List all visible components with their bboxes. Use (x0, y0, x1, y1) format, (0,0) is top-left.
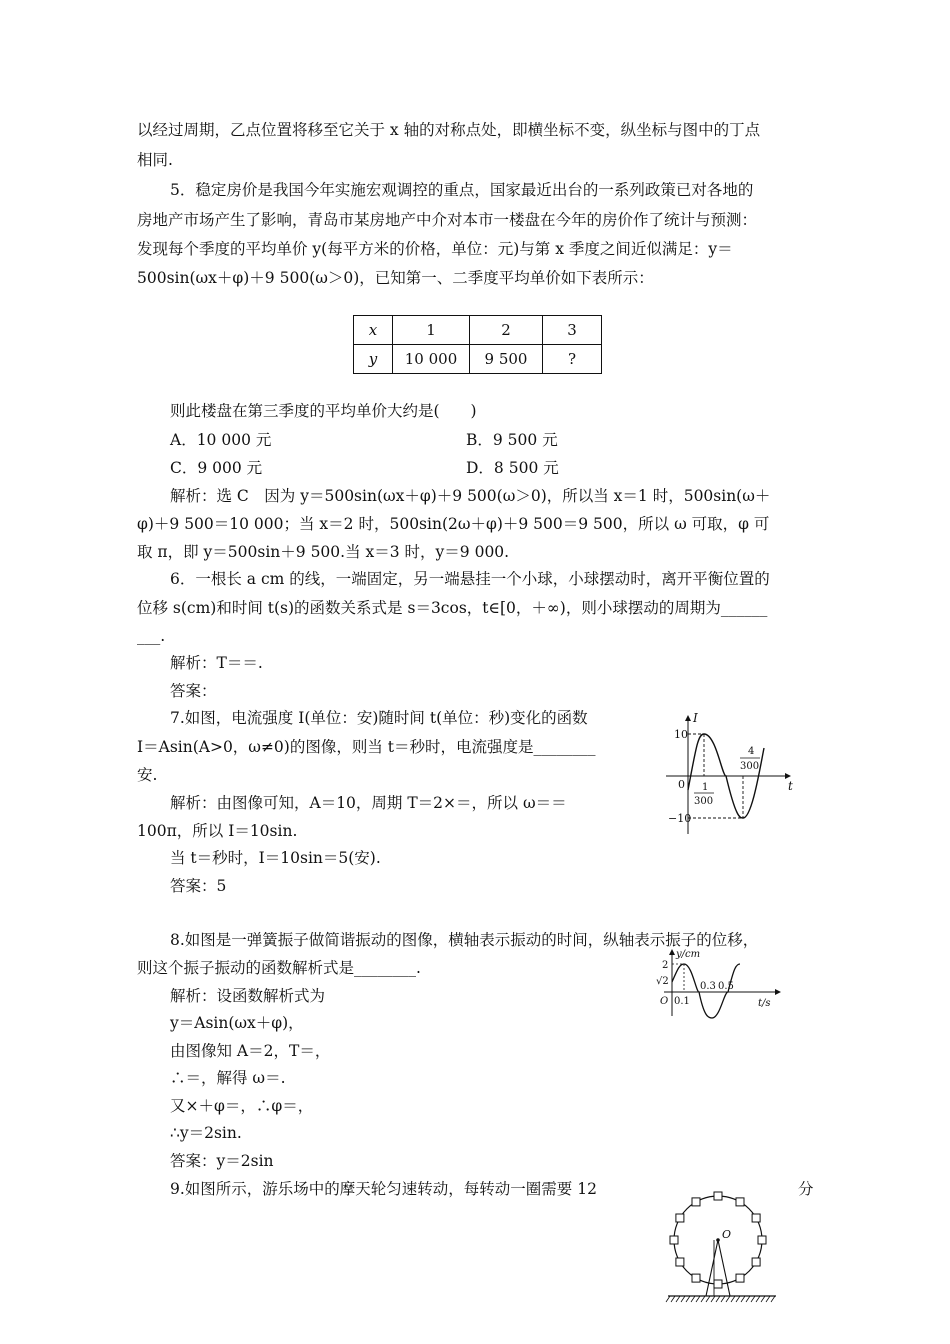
text-line: 相同. (137, 151, 173, 169)
cabin (692, 1198, 700, 1206)
text-line: 发现每个季度的平均单价 y(每平方米的价格，单位：元)与第 x 季度之间近似满足：y＝ (137, 240, 733, 258)
current-graph-figure (660, 708, 800, 840)
text-line: 取 π，即 y＝500sin＋9 500.当 x＝3 时，y＝9 000. (137, 543, 510, 561)
text-line: 分 (798, 1180, 814, 1198)
hatch-line (676, 1296, 680, 1302)
cabin (736, 1274, 744, 1282)
answer-6: 答案： (170, 682, 217, 700)
text-line: 安. (137, 766, 158, 784)
y-axis-label: I (693, 711, 698, 725)
cabin (676, 1258, 684, 1266)
ground-hatch (666, 1296, 775, 1302)
tick-label: 0.3 (700, 981, 716, 992)
hatch-line (771, 1296, 775, 1302)
hatch-line (706, 1296, 710, 1302)
hatch-line (701, 1296, 705, 1302)
tick-label-denominator: 300 (694, 796, 714, 807)
solution-8: 解析：设函数解析式为 (170, 987, 326, 1005)
answer-7: 答案：5 (170, 877, 227, 895)
text-line: 房地产市场产生了影响，青岛市某房地产中介对本市一楼盘在今年的房价作了统计与预测： (137, 211, 758, 229)
cabin (752, 1258, 760, 1266)
hatch-line (761, 1296, 765, 1302)
text-line: 100π，所以 I＝10sin. (137, 822, 298, 840)
cabin (736, 1198, 744, 1206)
table-row (354, 345, 602, 374)
cabin (752, 1214, 760, 1222)
hatch-line (686, 1296, 690, 1302)
hatch-line (751, 1296, 755, 1302)
cabin (670, 1236, 678, 1244)
table-cell: 3 (543, 316, 602, 345)
origin-label: 0 (678, 778, 685, 791)
text-line: 500sin(ωx＋φ)＋9 500(ω＞0)，已知第一、二季度平均单价如下表所示： (137, 269, 654, 287)
price-table (353, 315, 602, 374)
text-line: 则这个振子振动的函数解析式是________. (137, 959, 421, 977)
text-line: y＝Asin(ωx＋φ)， (170, 1014, 304, 1032)
tick-label-numerator: 4 (748, 746, 755, 757)
question-5-ask: 则此楼盘在第三季度的平均单价大约是( ) (170, 402, 477, 420)
hatch-line (681, 1296, 685, 1302)
text-line: 当 t＝秒时，I＝10sin＝5(安). (170, 849, 381, 867)
tick-label-denominator: 300 (740, 761, 760, 772)
text-line: ∴y＝2sin. (170, 1124, 242, 1142)
table-cell: ? (543, 345, 602, 374)
table-cell: x (354, 316, 393, 345)
table-cell: y (354, 345, 393, 374)
text-line: 又×＋φ＝，∴φ＝， (170, 1097, 314, 1115)
hatch-line (671, 1296, 675, 1302)
x-axis-label: t/s (758, 998, 771, 1009)
solution-5: 解析：选 C 因为 y＝500sin(ωx＋φ)＋9 500(ω＞0)，所以当 x＝1 时，500sin(ω＋ (170, 487, 771, 505)
hatch-line (691, 1296, 695, 1302)
hatch-line (721, 1296, 725, 1302)
hatch-line (741, 1296, 745, 1302)
option-a: A．10 000 元 (170, 431, 272, 449)
text-line: 以经过周期，乙点位置将移至它关于 x 轴的对称点处，即横坐标不变，纵坐标与图中的丁点 (137, 121, 761, 139)
text-line: 由图像知 A＝2，T＝， (170, 1042, 331, 1060)
table-cell: 10 000 (393, 345, 470, 374)
tick-label: 0.5 (718, 981, 734, 992)
x-axis-label: t (788, 779, 793, 793)
hatch-line (746, 1296, 750, 1302)
option-c: C．9 000 元 (170, 459, 263, 477)
question-5: 5．稳定房价是我国今年实施宏观调控的重点，国家最近出台的一系列政策已对各地的 (170, 181, 754, 199)
answer-8: 答案：y＝2sin (170, 1152, 274, 1170)
text-line: ___. (137, 627, 166, 645)
table-cell: 9 500 (470, 345, 543, 374)
option-b: B．9 500 元 (466, 431, 558, 449)
solution-6: 解析：T＝＝. (170, 654, 263, 672)
question-7: 7.如图，电流强度 I(单位：安)随时间 t(单位：秒)变化的函数 (170, 709, 588, 727)
table-row (354, 316, 602, 345)
oscillation-graph-figure (656, 946, 786, 1024)
text-line: 位移 s(cm)和时间 t(s)的函数关系式是 s＝3cos，t∈[0，＋∞)，则小球摆动的周期为______ (137, 599, 768, 617)
cabin (714, 1192, 722, 1200)
origin-label: O (660, 996, 669, 1007)
text-line: φ)＋9 500＝10 000；当 x＝2 时，500sin(2ω＋φ)＋9 500＝9 500，所以 ω 可取，φ 可 (137, 515, 770, 533)
cabin (676, 1214, 684, 1222)
hatch-line (696, 1296, 700, 1302)
tick-label: 0.1 (674, 996, 690, 1007)
table-cell: 1 (393, 316, 470, 345)
hatch-line (731, 1296, 735, 1302)
tick-label: √2 (656, 976, 669, 987)
ferris-wheel-figure (664, 1180, 780, 1310)
center-label: O (722, 1228, 732, 1241)
hatch-line (716, 1296, 720, 1302)
table-cell: 2 (470, 316, 543, 345)
tick-label-numerator: 1 (702, 782, 709, 793)
tick-label: 2 (662, 960, 669, 971)
y-axis-label: y/cm (676, 949, 701, 960)
cabin (714, 1280, 722, 1288)
hatch-line (766, 1296, 770, 1302)
hatch-line (711, 1296, 715, 1302)
hatch-line (756, 1296, 760, 1302)
tick-label: 10 (674, 728, 688, 741)
hatch-line (736, 1296, 740, 1302)
hatch-line (726, 1296, 730, 1302)
question-8: 8.如图是一弹簧振子做简谐振动的图像，横轴表示振动的时间，纵轴表示振子的位移， (170, 931, 759, 949)
option-d: D．8 500 元 (466, 459, 559, 477)
text-line: I＝Asin(A>0，ω≠0)的图像，则当 t＝秒时，电流强度是________ (137, 738, 596, 756)
tick-label: −10 (668, 812, 692, 825)
hatch-line (666, 1296, 670, 1302)
text-line: ∴＝，解得 ω＝. (170, 1069, 286, 1087)
cabin (758, 1236, 766, 1244)
cabin (692, 1274, 700, 1282)
question-6: 6．一根长 a cm 的线，一端固定，另一端悬挂一个小球，小球摆动时，离开平衡位置的 (170, 570, 770, 588)
solution-7: 解析：由图像可知，A＝10，周期 T＝2×＝，所以 ω＝＝ (170, 794, 567, 812)
question-9: 9.如图所示，游乐场中的摩天轮匀速转动，每转动一圈需要 12 (170, 1180, 597, 1198)
